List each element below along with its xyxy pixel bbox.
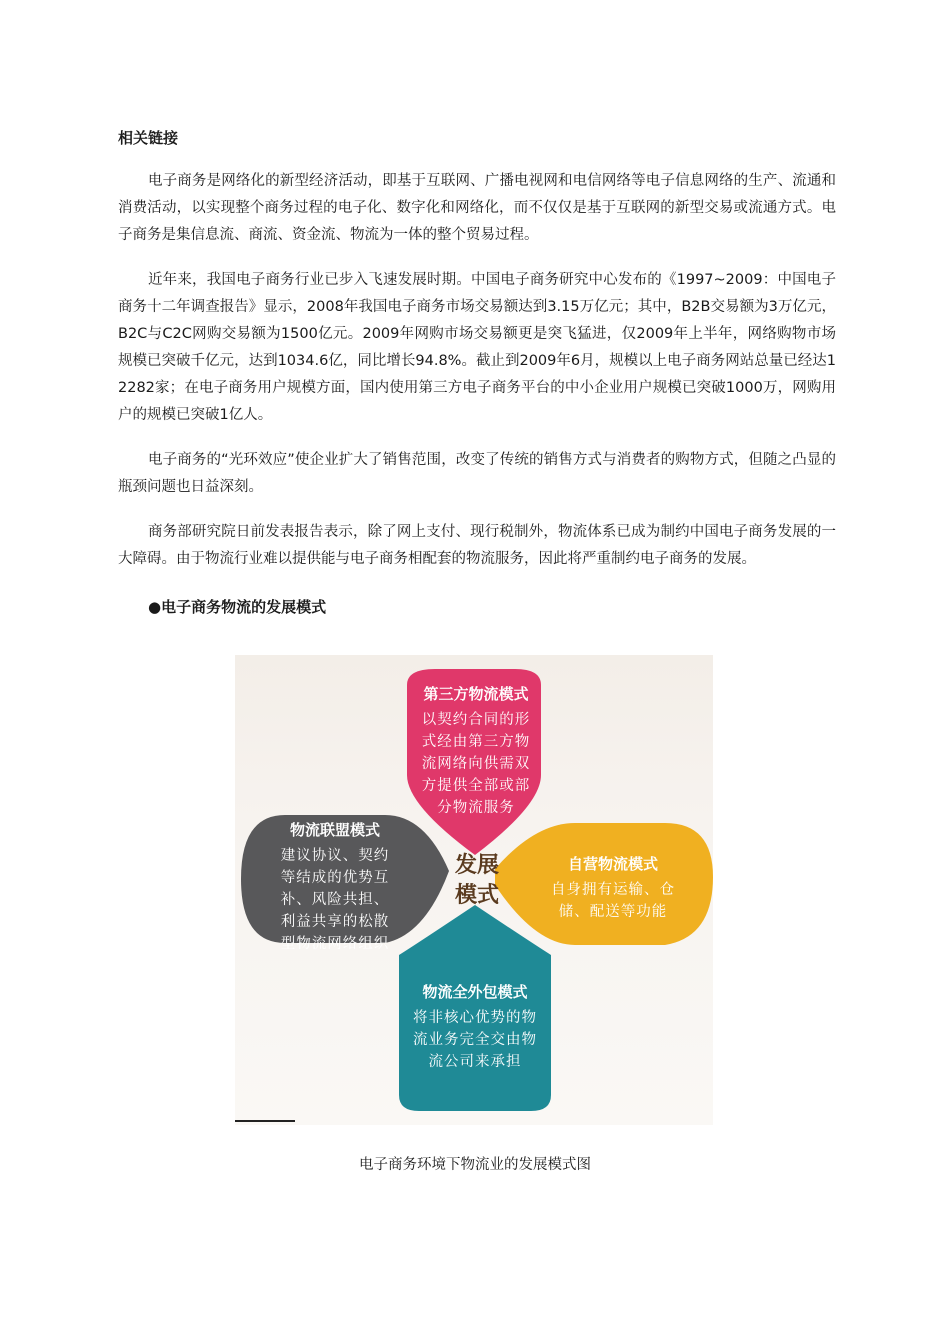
petal-left-line-2: 等结成的优势互: [280, 870, 390, 886]
petal-top-line-5: 分物流服务: [437, 800, 515, 816]
paragraph-1: 电子商务是网络化的新型经济活动，即基于互联网、广播电视网和电信网络等电子信息网络的生产、流通和消费活动，以实现整个商务过程的电子化、数字化和网络化，而不仅仅是基于互联网的新型交易或流通方式。电子商务是集信息流、商流、资金流、物流为一体的整个贸易过程。: [118, 173, 836, 243]
figure-base-line: [235, 1120, 295, 1122]
petal-bottom-line-2: 流业务完全交由物: [413, 1032, 537, 1048]
petal-left-line-5: 型物流网络组织: [280, 936, 390, 952]
petal-right-line-2: 储、配送等功能: [558, 904, 668, 920]
petal-right: [533, 853, 693, 923]
petal-top-title: 第三方物流模式: [423, 685, 529, 703]
petal-top-line-4: 方提供全部或部: [421, 778, 531, 794]
petal-right-title: 自营物流模式: [567, 855, 658, 873]
paragraph-4: 商务部研究院日前发表报告表示，除了网上支付、现行税制外，物流体系已成为制约中国电子商务发展的一大障碍。由于物流行业难以提供能与电子商务相配套的物流服务，因此将严重制约电子商务的发展。: [118, 524, 836, 567]
development-mode-diagram: [235, 655, 713, 1125]
petal-left-line-3: 补、风险共担、: [280, 892, 390, 908]
petal-bottom: [401, 981, 549, 1073]
diagram-center-label: [449, 851, 505, 911]
petal-bottom-title: 物流全外包模式: [422, 983, 528, 1001]
center-label-line-1: 发展: [454, 853, 499, 878]
paragraph-2: 近年来，我国电子商务行业已步入飞速发展时期。中国电子商务研究中心发布的《1997~2009：中国电子商务十二年调查报告》显示，2008年我国电子商务市场交易额达到3.15万亿元；其中，B2B交易额为3万亿元，B2C与C2C网购交易额为1500亿元。2009年网购市场交易额更是突飞猛进，仅2009年上半年，网络购物市场规模已突破千亿元，达到1034.6亿，同比增长94.8%。截止到2009年6月，规模以上电子商务网站总量已经达12282家；在电子商务用户规模方面，国内使用第三方电子商务平台的中小企业用户规模已突破1000万，网购用户的规模已突破1亿人。: [118, 272, 836, 423]
bullet-heading: ●电子商务物流的发展模式: [148, 598, 327, 616]
petal-top-line-3: 流网络向供需双: [421, 756, 531, 772]
petal-left-line-1: 建议协议、契约: [280, 848, 390, 864]
petal-left-line-4: 利益共享的松散: [280, 914, 390, 930]
center-label-line-2: 模式: [454, 883, 499, 908]
document-body: [118, 124, 836, 621]
petal-top-line-2: 式经由第三方物: [421, 734, 531, 750]
petal-bottom-line-1: 将非核心优势的物: [413, 1010, 537, 1026]
petal-top-line-1: 以契约合同的形: [421, 712, 531, 728]
figure-caption: 电子商务环境下物流业的发展模式图: [359, 1157, 591, 1173]
petal-right-line-1: 自身拥有运输、仓: [551, 882, 675, 898]
petal-left: [255, 819, 415, 955]
petal-bottom-line-3: 流公司来承担: [428, 1054, 522, 1070]
paragraph-3: 电子商务的“光环效应”使企业扩大了销售范围，改变了传统的销售方式与消费者的购物方式，但随之凸显的瓶颈问题也日益深刻。: [118, 452, 836, 495]
section-heading: 相关链接: [118, 129, 179, 147]
petal-left-title: 物流联盟模式: [289, 821, 380, 839]
petal-top: [411, 683, 541, 819]
